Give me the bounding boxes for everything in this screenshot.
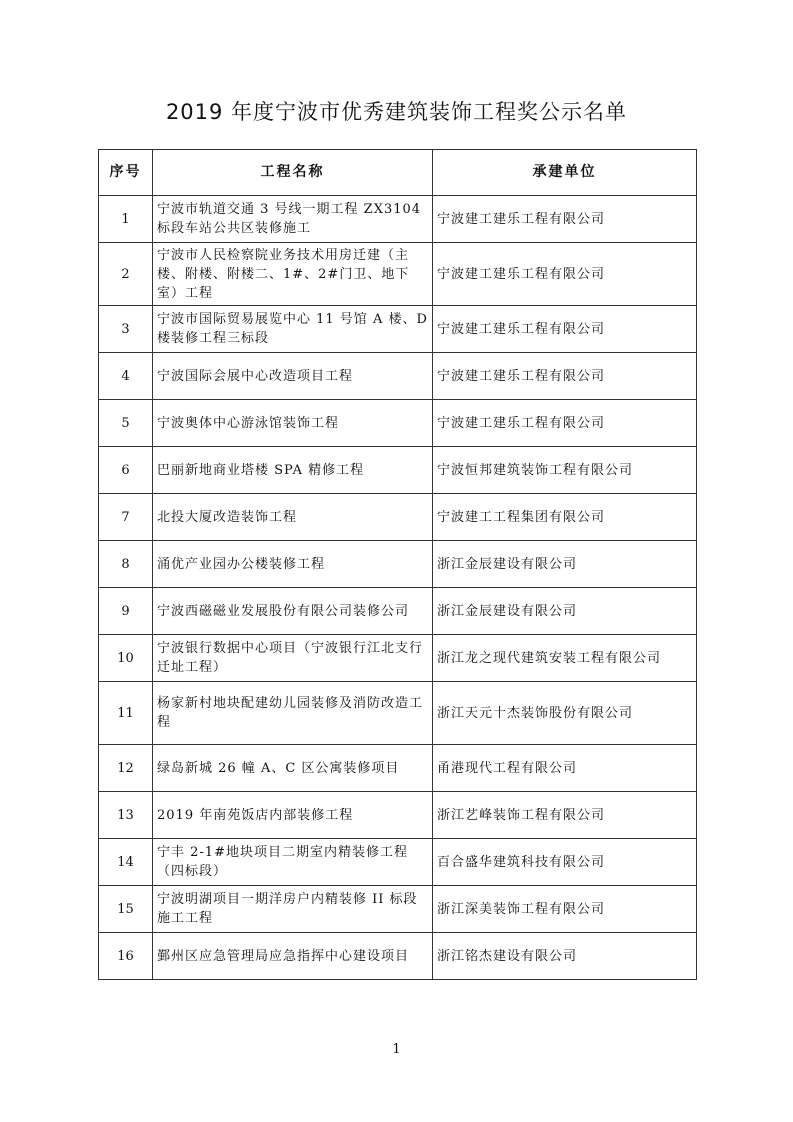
table-row	[99, 635, 697, 682]
project-name: 巴丽新地商业塔楼 SPA 精修工程	[153, 447, 433, 494]
row-number: 15	[99, 886, 153, 933]
contractor-name: 宁波建工建乐工程有限公司	[433, 400, 697, 447]
contractor-name: 浙江艺峰装饰工程有限公司	[433, 792, 697, 839]
column-header-project: 工程名称	[153, 150, 433, 196]
table-row	[99, 243, 697, 306]
project-name: 宁波银行数据中心项目（宁波银行江北支行迁址工程）	[153, 635, 433, 682]
contractor-name: 浙江金辰建设有限公司	[433, 541, 697, 588]
row-number: 2	[99, 243, 153, 306]
project-name: 宁波市人民检察院业务技术用房迁建（主楼、附楼、附楼二、1#、2#门卫、地下室）工程	[153, 243, 433, 306]
project-name: 杨家新村地块配建幼儿园装修及消防改造工程	[153, 682, 433, 745]
table-row	[99, 306, 697, 353]
project-name: 宁波奥体中心游泳馆装饰工程	[153, 400, 433, 447]
row-number: 9	[99, 588, 153, 635]
contractor-name: 宁波恒邦建筑装饰工程有限公司	[433, 447, 697, 494]
contractor-name: 宁波建工建乐工程有限公司	[433, 353, 697, 400]
row-number: 8	[99, 541, 153, 588]
row-number: 3	[99, 306, 153, 353]
contractor-name: 宁波建工建乐工程有限公司	[433, 196, 697, 243]
table-body	[99, 196, 697, 980]
table-row	[99, 494, 697, 541]
row-number: 11	[99, 682, 153, 745]
project-name: 绿岛新城 26 幢 A、C 区公寓装修项目	[153, 745, 433, 792]
project-name: 宁波西磁磁业发展股份有限公司装修公司	[153, 588, 433, 635]
table-row	[99, 541, 697, 588]
row-number: 7	[99, 494, 153, 541]
row-number: 5	[99, 400, 153, 447]
table-row	[99, 353, 697, 400]
project-name: 宁波市轨道交通 3 号线一期工程 ZX3104 标段车站公共区装修施工	[153, 196, 433, 243]
project-name: 宁波国际会展中心改造项目工程	[153, 353, 433, 400]
row-number: 4	[99, 353, 153, 400]
contractor-name: 百合盛华建筑科技有限公司	[433, 839, 697, 886]
project-name: 宁波市国际贸易展览中心 11 号馆 A 楼、D 楼装修工程三标段	[153, 306, 433, 353]
contractor-name: 甬港现代工程有限公司	[433, 745, 697, 792]
row-number: 10	[99, 635, 153, 682]
table-row	[99, 933, 697, 980]
award-table	[98, 149, 697, 980]
table-row	[99, 196, 697, 243]
row-number: 14	[99, 839, 153, 886]
table-row	[99, 886, 697, 933]
page-number: 1	[392, 1042, 401, 1057]
contractor-name: 浙江铭杰建设有限公司	[433, 933, 697, 980]
project-name: 2019 年南苑饭店内部装修工程	[153, 792, 433, 839]
page-title: 2019 年度宁波市优秀建筑装饰工程奖公示名单	[165, 100, 628, 124]
contractor-name: 宁波建工工程集团有限公司	[433, 494, 697, 541]
column-header-contractor: 承建单位	[433, 150, 697, 196]
row-number: 1	[99, 196, 153, 243]
column-header-no: 序号	[99, 150, 153, 196]
row-number: 12	[99, 745, 153, 792]
table-row	[99, 400, 697, 447]
table-row	[99, 745, 697, 792]
table-row	[99, 447, 697, 494]
project-name: 宁波明湖项目一期洋房户内精装修 II 标段施工工程	[153, 886, 433, 933]
table-row	[99, 792, 697, 839]
row-number: 13	[99, 792, 153, 839]
project-name: 涌优产业园办公楼装修工程	[153, 541, 433, 588]
contractor-name: 宁波建工建乐工程有限公司	[433, 243, 697, 306]
contractor-name: 宁波建工建乐工程有限公司	[433, 306, 697, 353]
table-row	[99, 839, 697, 886]
table-row	[99, 588, 697, 635]
table-header	[99, 150, 697, 196]
row-number: 6	[99, 447, 153, 494]
contractor-name: 浙江深美装饰工程有限公司	[433, 886, 697, 933]
project-name: 鄞州区应急管理局应急指挥中心建设项目	[153, 933, 433, 980]
project-name: 北投大厦改造装饰工程	[153, 494, 433, 541]
row-number: 16	[99, 933, 153, 980]
contractor-name: 浙江天元十杰装饰股份有限公司	[433, 682, 697, 745]
contractor-name: 浙江金辰建设有限公司	[433, 588, 697, 635]
contractor-name: 浙江龙之现代建筑安装工程有限公司	[433, 635, 697, 682]
project-name: 宁丰 2-1#地块项目二期室内精装修工程（四标段）	[153, 839, 433, 886]
table-row	[99, 682, 697, 745]
